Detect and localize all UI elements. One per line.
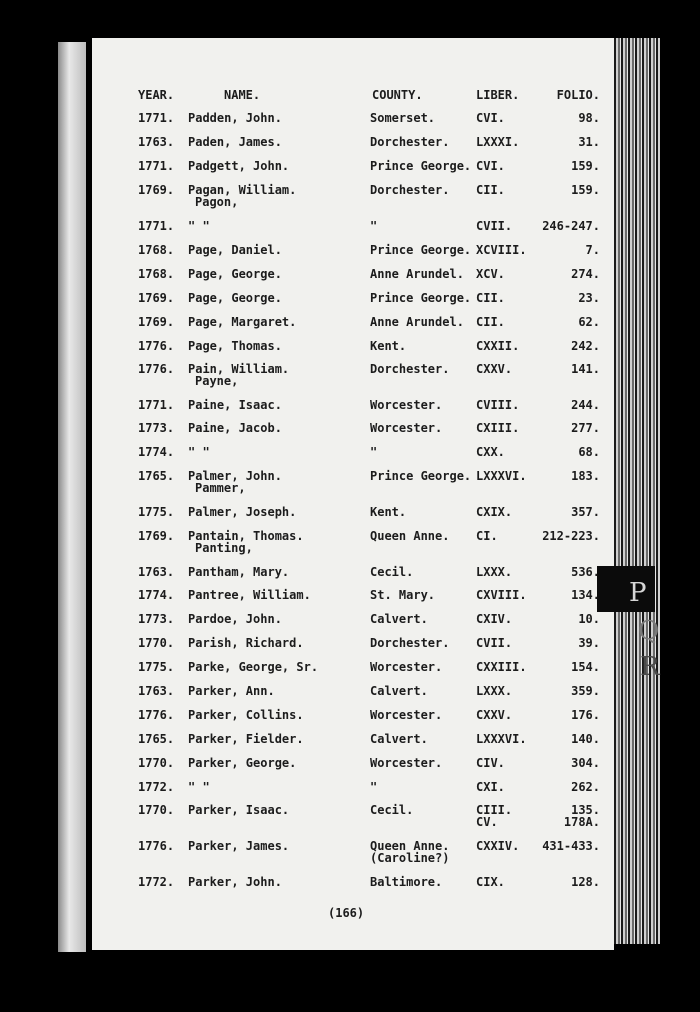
row-county: Calvert. [370,732,428,746]
row-county: " [370,780,378,794]
row-liber: LXXXVI. [476,732,527,746]
row-liber: CVI. [476,159,505,173]
row-year: 1776. [138,339,175,353]
row-year: 1763. [138,135,175,149]
header-name: NAME. [224,88,261,102]
row-name: Pagan, William. [188,183,297,197]
row-name: Page, Margaret. [188,315,297,329]
row-liber: CVII. [476,219,513,233]
row-county: Anne Arundel. [370,315,464,329]
tab-letter-r: R [640,652,660,682]
row-folio: 98. [578,111,600,125]
row-county: Prince George. [370,469,472,483]
row-year: 1768. [138,267,175,281]
header-year: YEAR. [138,88,175,102]
row-year: 1765. [138,469,175,483]
row-folio: 242. [571,339,600,353]
row-liber: LXXXVI. [476,469,527,483]
row-liber: CVIII. [476,398,520,412]
row-folio: 31. [578,135,600,149]
row-county: Anne Arundel. [370,267,464,281]
row-folio: 39. [578,636,600,650]
row-year: 1771. [138,398,175,412]
row-county: Kent. [370,505,407,519]
row-liber: XCVIII. [476,243,527,257]
row-county: " [370,219,378,233]
row-county: Worcester. [370,660,443,674]
row-name: Parker, Fielder. [188,732,304,746]
row-year: 1773. [138,421,175,435]
page-edges [614,38,660,944]
row-year: 1772. [138,875,175,889]
row-folio: 128. [571,875,600,889]
row-year: 1776. [138,362,175,376]
row-folio: 141. [571,362,600,376]
row-folio: 212-223. [542,529,600,543]
row-liber: CI. [476,529,498,543]
row-year: 1770. [138,636,175,650]
row-name: Parker, George. [188,756,297,770]
row-name: Pantain, Thomas. [188,529,304,543]
row-year: 1771. [138,219,175,233]
row-name: Paden, James. [188,135,282,149]
row-folio: 68. [578,445,600,459]
row-county: St. Mary. [370,588,436,602]
row-liber: CXXIV. [476,839,520,853]
row-name-second-line: Payne, [195,374,239,388]
row-year: 1768. [138,243,175,257]
row-name-second-line: Pagon, [195,195,239,209]
row-county: Somerset. [370,111,436,125]
row-liber-second-line: CV. [476,815,498,829]
row-name: Parker, Collins. [188,708,304,722]
row-county: Prince George. [370,159,472,173]
row-liber: CIII. [476,803,513,817]
row-name: Page, George. [188,267,282,281]
row-folio: 176. [571,708,600,722]
row-county: Baltimore. [370,875,443,889]
row-liber: CXXV. [476,362,513,376]
row-name: Padgett, John. [188,159,290,173]
row-county: Prince George. [370,243,472,257]
row-folio: 359. [571,684,600,698]
row-name: Parke, George, Sr. [188,660,319,674]
row-folio: 10. [578,612,600,626]
row-liber: CVII. [476,636,513,650]
row-liber: CXI. [476,780,505,794]
row-year: 1774. [138,445,175,459]
row-year: 1771. [138,159,175,173]
row-liber: CII. [476,291,505,305]
row-name: Page, George. [188,291,282,305]
row-liber: CXXII. [476,339,520,353]
row-year: 1769. [138,529,175,543]
row-year: 1776. [138,708,175,722]
row-county: Dorchester. [370,183,450,197]
row-folio: 183. [571,469,600,483]
row-year: 1772. [138,780,175,794]
row-name: Page, Thomas. [188,339,282,353]
row-name: Parish, Richard. [188,636,304,650]
row-year: 1765. [138,732,175,746]
row-county: Kent. [370,339,407,353]
row-name: Parker, Isaac. [188,803,290,817]
row-county: Worcester. [370,756,443,770]
row-liber: XCV. [476,267,505,281]
row-liber: CII. [476,183,505,197]
row-county: Worcester. [370,398,443,412]
row-folio: 536. [571,565,600,579]
row-folio: 304. [571,756,600,770]
row-county: Dorchester. [370,362,450,376]
row-folio: 431-433. [542,839,600,853]
row-year: 1774. [138,588,175,602]
row-county: Prince George. [370,291,472,305]
row-liber: CXVIII. [476,588,527,602]
row-name-second-line: Pammer, [195,481,246,495]
tab-letter-q: Q [638,616,660,646]
row-county: Worcester. [370,421,443,435]
row-year: 1776. [138,839,175,853]
row-liber: CXIV. [476,612,513,626]
row-liber: CXX. [476,445,505,459]
row-county: Cecil. [370,565,414,579]
row-folio: 62. [578,315,600,329]
row-liber: CIX. [476,875,505,889]
row-name: Paine, Jacob. [188,421,282,435]
row-name: Pantree, William. [188,588,311,602]
row-name: Pantham, Mary. [188,565,290,579]
row-folio-second-line: 178A. [563,815,600,829]
row-name: " " [188,780,210,794]
row-folio: 357. [571,505,600,519]
page-number: (166) [328,906,365,920]
row-name: Parker, John. [188,875,282,889]
row-folio: 244. [571,398,600,412]
row-liber: LXXXI. [476,135,520,149]
row-county: Worcester. [370,708,443,722]
row-folio: 274. [571,267,600,281]
row-name: " " [188,219,210,233]
row-folio: 7. [585,243,600,257]
row-folio: 159. [571,159,600,173]
row-liber: CXXV. [476,708,513,722]
row-year: 1769. [138,315,175,329]
row-year: 1775. [138,660,175,674]
row-year: 1763. [138,684,175,698]
row-name: Parker, Ann. [188,684,275,698]
row-folio: 262. [571,780,600,794]
row-folio: 154. [571,660,600,674]
row-year: 1769. [138,183,175,197]
row-county-second-line: (Caroline?) [370,851,450,865]
row-name: Parker, James. [188,839,290,853]
row-folio: 135. [571,803,600,817]
row-county: Cecil. [370,803,414,817]
row-liber: CII. [476,315,505,329]
row-folio: 140. [571,732,600,746]
row-folio: 23. [578,291,600,305]
row-liber: CXIX. [476,505,513,519]
row-liber: CVI. [476,111,505,125]
row-year: 1771. [138,111,175,125]
row-county: Dorchester. [370,636,450,650]
tab-letter-p: P [629,578,647,608]
row-year: 1770. [138,803,175,817]
row-name: Paine, Isaac. [188,398,282,412]
book-left-edge [58,42,86,952]
row-name: Pardoe, John. [188,612,282,626]
row-name: Page, Daniel. [188,243,282,257]
header-liber: LIBER. [476,88,520,102]
row-county: Queen Anne. [370,839,450,853]
row-folio: 246-247. [542,219,600,233]
row-year: 1769. [138,291,175,305]
row-name: " " [188,445,210,459]
row-folio: 134. [571,588,600,602]
row-name: Palmer, Joseph. [188,505,297,519]
row-county: " [370,445,378,459]
row-year: 1775. [138,505,175,519]
row-liber: CXXIII. [476,660,527,674]
row-liber: CIV. [476,756,505,770]
row-liber: LXXX. [476,565,513,579]
header-folio: FOLIO. [556,88,600,102]
row-name: Padden, John. [188,111,282,125]
row-liber: LXXX. [476,684,513,698]
row-name: Pain, William. [188,362,290,376]
row-county: Dorchester. [370,135,450,149]
row-year: 1763. [138,565,175,579]
row-liber: CXIII. [476,421,520,435]
row-name-second-line: Panting, [195,541,253,555]
row-county: Calvert. [370,684,428,698]
row-name: Palmer, John. [188,469,282,483]
row-county: Queen Anne. [370,529,450,543]
row-year: 1773. [138,612,175,626]
row-county: Calvert. [370,612,428,626]
header-county: COUNTY. [372,88,423,102]
row-folio: 277. [571,421,600,435]
row-year: 1770. [138,756,175,770]
row-folio: 159. [571,183,600,197]
